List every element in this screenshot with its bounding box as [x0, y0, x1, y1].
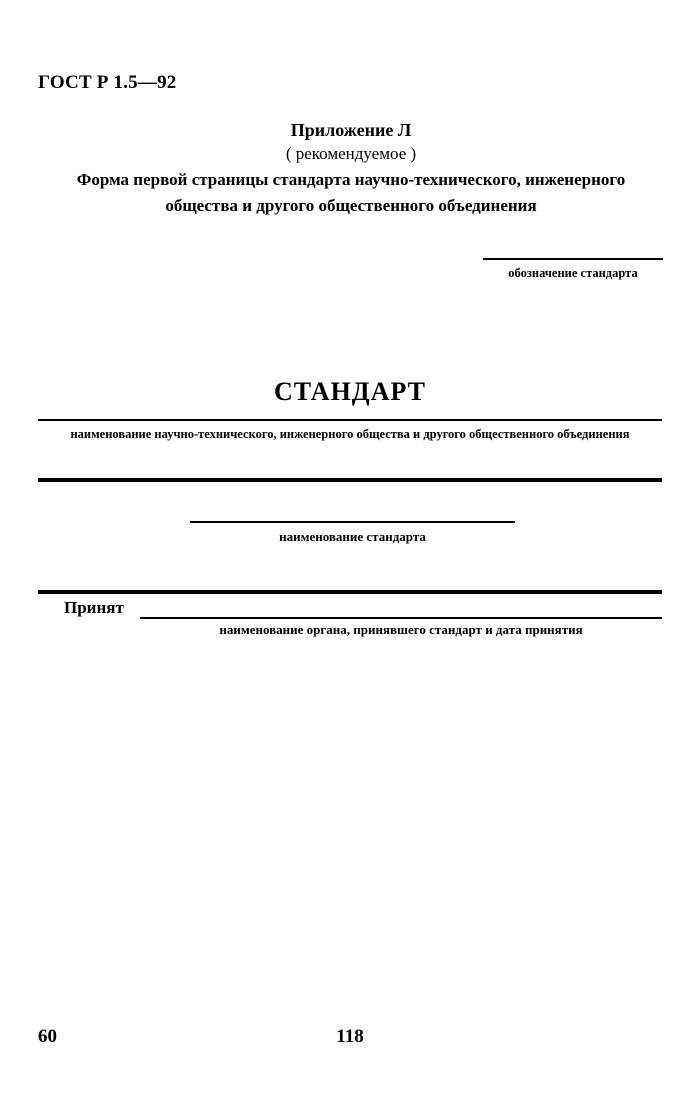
designation-rule	[483, 258, 663, 260]
standard-name-caption: наименование стандарта	[279, 529, 426, 544]
appendix-header	[40, 118, 662, 218]
standard-code: ГОСТ Р 1.5—92	[38, 72, 177, 93]
page-number-center: 118	[336, 1026, 364, 1047]
accepted-caption: наименование органа, принявшего стандарт и дата принятия	[219, 622, 583, 637]
appendix-subtitle: ( рекомендуемое )	[285, 144, 417, 163]
thick-rule-lower	[38, 590, 662, 594]
organization-caption: наименование научно-технического, инженерного общества и другого общественного объединения	[70, 427, 630, 441]
accepted-rule	[140, 617, 662, 619]
appendix-description-line-2: общества и другого общественного объединения	[165, 196, 537, 215]
accepted-label: Принят	[64, 598, 124, 617]
appendix-title: Приложение Л	[290, 120, 412, 140]
appendix-description-line-1: Форма первой страницы стандарта научно-технического, инженерного	[76, 170, 626, 189]
designation-caption: обозначение стандарта	[508, 266, 638, 280]
standard-word-heading: СТАНДАРТ	[273, 377, 427, 406]
organization-rule	[38, 419, 662, 421]
standard-name-rule	[190, 521, 515, 523]
thick-rule-upper	[38, 478, 662, 482]
page-number-left: 60	[38, 1026, 57, 1047]
